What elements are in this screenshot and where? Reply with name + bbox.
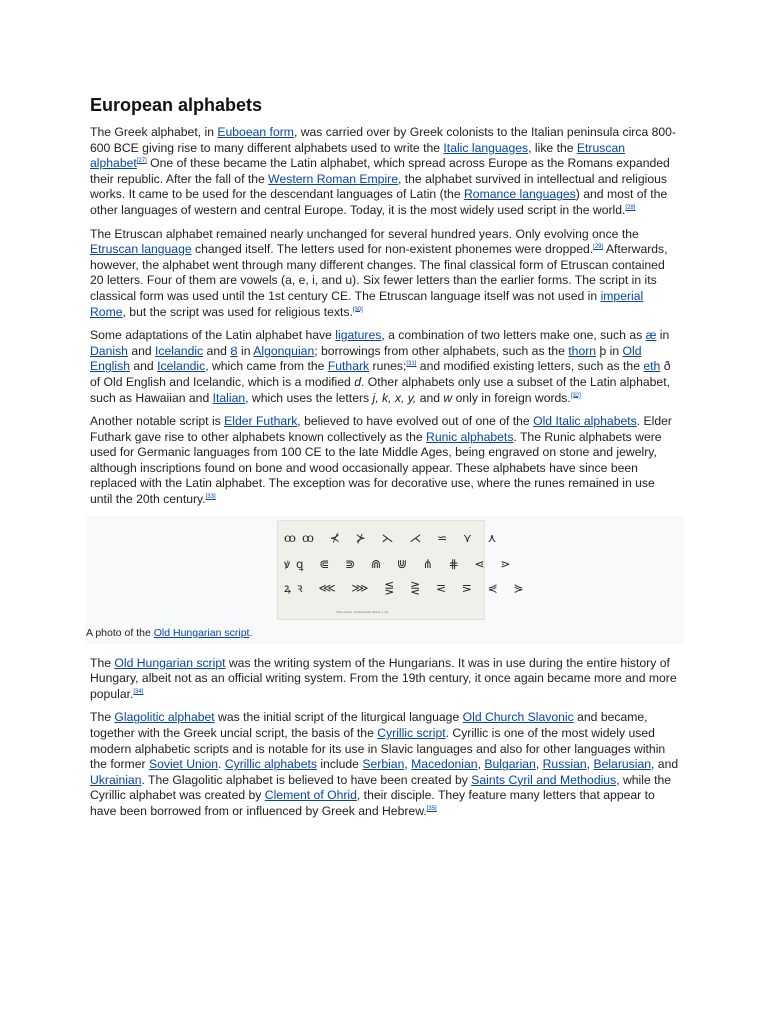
- link-icelandic-2[interactable]: Icelandic: [157, 359, 206, 374]
- text: ) and most of the other languages of western and central Europe. Today, it is the most widely used script in the world.: [90, 187, 668, 217]
- link-old-church-slavonic[interactable]: Old Church Slavonic: [462, 710, 574, 725]
- link-serbian[interactable]: Serbian: [362, 757, 405, 772]
- link-macedonian[interactable]: Macedonian: [411, 757, 478, 772]
- link-futhark[interactable]: Futhark: [327, 359, 370, 374]
- text: ,: [477, 757, 485, 772]
- text: , and: [651, 757, 679, 772]
- text: . The Glagolitic alphabet is believed to have been created by: [141, 772, 472, 787]
- link-icelandic[interactable]: Icelandic: [155, 343, 204, 358]
- text: . Other alphabets only use a subset of the Latin alphabet, such as Hawaiian and: [90, 374, 670, 405]
- text: , their disciple. They feature many letters that appear to have been borrowed from or influenced by Greek and Hebrew.: [90, 788, 655, 818]
- link-ukrainian[interactable]: Ukrainian: [90, 772, 142, 787]
- link-glagolitic-alphabet[interactable]: Glagolitic alphabet: [114, 710, 215, 725]
- text: One of these became the Latin alphabet, which spread across Europe as the Romans expanded their republic. After the fall of the: [90, 156, 670, 186]
- glyph-row: ꝝꝛ ⋘ ⋙ ⋚ ⋛ ⋜ ⋝ ⋞ ⋟: [284, 580, 530, 595]
- link-cyrillic-script[interactable]: Cyrillic script: [377, 726, 446, 741]
- text: include: [316, 757, 363, 772]
- link-bulgarian[interactable]: Bulgarian: [484, 757, 536, 772]
- glyph-row: ꝏꝏ ⊀ ⊁ ⋋ ⋌ ⋍ ⋎ ⋏: [284, 530, 503, 545]
- text: only in foreign words.: [452, 390, 571, 405]
- paragraph-greek-alphabet: [90, 125, 680, 219]
- text: The: [90, 655, 115, 670]
- text: ð of Old English and Icelandic, which is a modified: [90, 359, 671, 389]
- text: The Greek alphabet, in: [90, 125, 218, 139]
- article-content: [86, 95, 680, 828]
- text: þ in: [596, 343, 623, 358]
- paragraph-etruscan-alphabet: [90, 227, 680, 321]
- text: ; borrowings from other alphabets, such as the: [314, 343, 569, 358]
- text: and: [416, 390, 444, 405]
- text: Another notable script is: [90, 414, 225, 429]
- text: ,: [404, 757, 412, 772]
- link-old-hungarian-script[interactable]: Old Hungarian script: [114, 655, 226, 670]
- figure-old-hungarian: [86, 516, 684, 644]
- text: and: [127, 343, 156, 358]
- text: was the initial script of the liturgical language: [214, 710, 463, 725]
- italic-text: d: [354, 374, 361, 389]
- link-western-roman-empire[interactable]: Western Roman Empire: [268, 171, 398, 186]
- text: ,: [586, 757, 594, 772]
- link-euboean-form[interactable]: Euboean form: [217, 125, 294, 139]
- link-clement-of-ohrid[interactable]: Clement of Ohrid: [264, 788, 357, 803]
- link-old-italic-alphabets[interactable]: Old Italic alphabets: [533, 414, 637, 429]
- text: , which came from the: [205, 359, 328, 374]
- text: The: [90, 710, 115, 725]
- link-italic-languages[interactable]: Italic languages: [443, 140, 529, 155]
- link-eth[interactable]: eth: [643, 359, 661, 374]
- text: , but the script was used for religious texts.: [122, 304, 353, 319]
- text: Afterwards, however, the alphabet went through many different changes. The final classical form of Etruscan contained 20 letters. Four of them are vowels (a, e, i, and u). Six fewer letters than the earlier forms. The script in its classical form was used until the 1st century CE. The Etruscan language itself was not used in: [90, 242, 668, 303]
- link-belarusian[interactable]: Belarusian: [593, 757, 652, 772]
- figure-caption: [86, 627, 252, 639]
- text: changed itself. The letters used for non-existent phonemes were dropped.: [191, 242, 594, 257]
- link-imperial-rome[interactable]: imperial Rome: [90, 288, 644, 319]
- text: , was carried over by Greek colonists to the Italian peninsula circa 800-600 BCE giving rise to many different alphabets used to write the: [90, 125, 676, 155]
- text: A photo of the: [86, 626, 154, 639]
- italic-text: j, k, x, y,: [372, 390, 417, 405]
- text: Some adaptations of the Latin alphabet have: [90, 328, 336, 343]
- link-cyrillic-alphabets[interactable]: Cyrillic alphabets: [224, 757, 317, 772]
- link-old-hungarian-script-caption[interactable]: Old Hungarian script: [153, 626, 250, 639]
- link-romance-languages[interactable]: Romance languages: [463, 187, 576, 202]
- link-algonquian[interactable]: Algonquian: [253, 343, 315, 358]
- reference-35[interactable]: [35]: [426, 805, 437, 812]
- reference-34[interactable]: [34]: [133, 688, 144, 695]
- link-soviet-union[interactable]: Soviet Union: [148, 757, 219, 772]
- text: , which uses the letters: [245, 390, 373, 405]
- link-ou-ligature[interactable]: Ȣ: [230, 343, 238, 358]
- text: . Cyrillic is one of the most widely used modern alphabetic scripts and is notable for its use in Slavic languages and also for other languages within the former: [90, 726, 666, 772]
- reference-33[interactable]: [33]: [205, 494, 216, 500]
- reference-32[interactable]: [32]: [570, 392, 581, 399]
- link-old-english[interactable]: Old English: [90, 343, 642, 374]
- text: runes;: [369, 359, 407, 374]
- reference-30[interactable]: [30]: [352, 306, 363, 313]
- reference-27[interactable]: [27]: [136, 158, 147, 165]
- reference-28[interactable]: [28]: [625, 204, 636, 211]
- paragraph-old-hungarian: [90, 656, 680, 703]
- link-thorn[interactable]: thorn: [568, 343, 597, 358]
- link-etruscan-language[interactable]: Etruscan language: [90, 242, 192, 257]
- text: and: [203, 343, 231, 358]
- old-hungarian-photo[interactable]: [277, 520, 530, 620]
- link-ae[interactable]: æ: [645, 328, 657, 343]
- italic-text: w: [443, 390, 453, 405]
- link-runic-alphabets[interactable]: Runic alphabets: [426, 429, 514, 444]
- text: , the alphabet survived in intellectual and religious works. It came to be used for the descendant languages of Latin (the: [90, 171, 667, 202]
- text: .: [249, 626, 253, 639]
- text: in: [237, 343, 254, 358]
- link-saints-cyril-and-methodius[interactable]: Saints Cyril and Methodius: [471, 772, 617, 787]
- text: and: [129, 359, 158, 374]
- link-etruscan-alphabet[interactable]: Etruscan alphabet: [90, 140, 626, 171]
- text: in: [656, 328, 670, 343]
- link-ligatures[interactable]: ligatures: [335, 328, 382, 343]
- text: , a combination of two letters make one, such as: [381, 328, 646, 343]
- text: and modified existing letters, such as the: [416, 359, 644, 374]
- glyph-row: ꝟꝗ ⋐ ⋑ ⋒ ⋓ ⋔ ⋕ ⋖ ⋗: [284, 556, 517, 571]
- text: , like the: [528, 140, 577, 155]
- paragraph-glagolitic: [90, 710, 680, 819]
- reference-29[interactable]: [29]: [593, 244, 604, 251]
- text: . The Runic alphabets were used for Germanic languages from 100 CE to the late Middle Ages, being engraved on stone and jewelry, although inscriptions found on bone and wood occasionally appear. These alphabets have since been replaced with the Latin alphabet. The exception was for decorative use, where the runes remained in use until the 20th century.: [90, 429, 662, 507]
- link-russian[interactable]: Russian: [542, 757, 587, 772]
- link-italian[interactable]: Italian: [212, 390, 246, 405]
- link-elder-futhark[interactable]: Elder Futhark: [224, 414, 298, 429]
- text: , believed to have evolved out of one of the: [297, 414, 534, 429]
- section-heading: European alphabets: [90, 95, 263, 115]
- text: , while the Cyrillic alphabet was created by: [90, 772, 672, 803]
- text: .: [218, 757, 225, 772]
- text: . Elder Futhark gave rise to other alphabets known collectively as the: [90, 414, 672, 444]
- text: was the writing system of the Hungarians. It was in use during the entire history of Hungary, albeit not as an official writing system. From the 19th century, it once again became more and more popular.: [90, 655, 677, 701]
- text: ,: [535, 757, 543, 772]
- text: and became, together with the Greek uncial script, the basis of the: [90, 710, 648, 741]
- paragraph-elder-futhark: [90, 414, 680, 508]
- photo-inscription: Tárnok lista, „Székelyföldi” ábécé, 1 sor: [336, 609, 389, 614]
- text: The Etruscan alphabet remained nearly unchanged for several hundred years. Only evolving once the: [90, 226, 639, 241]
- paragraph-latin-adaptations: [90, 328, 680, 406]
- link-danish[interactable]: Danish: [90, 343, 128, 358]
- reference-31[interactable]: [31]: [406, 361, 417, 368]
